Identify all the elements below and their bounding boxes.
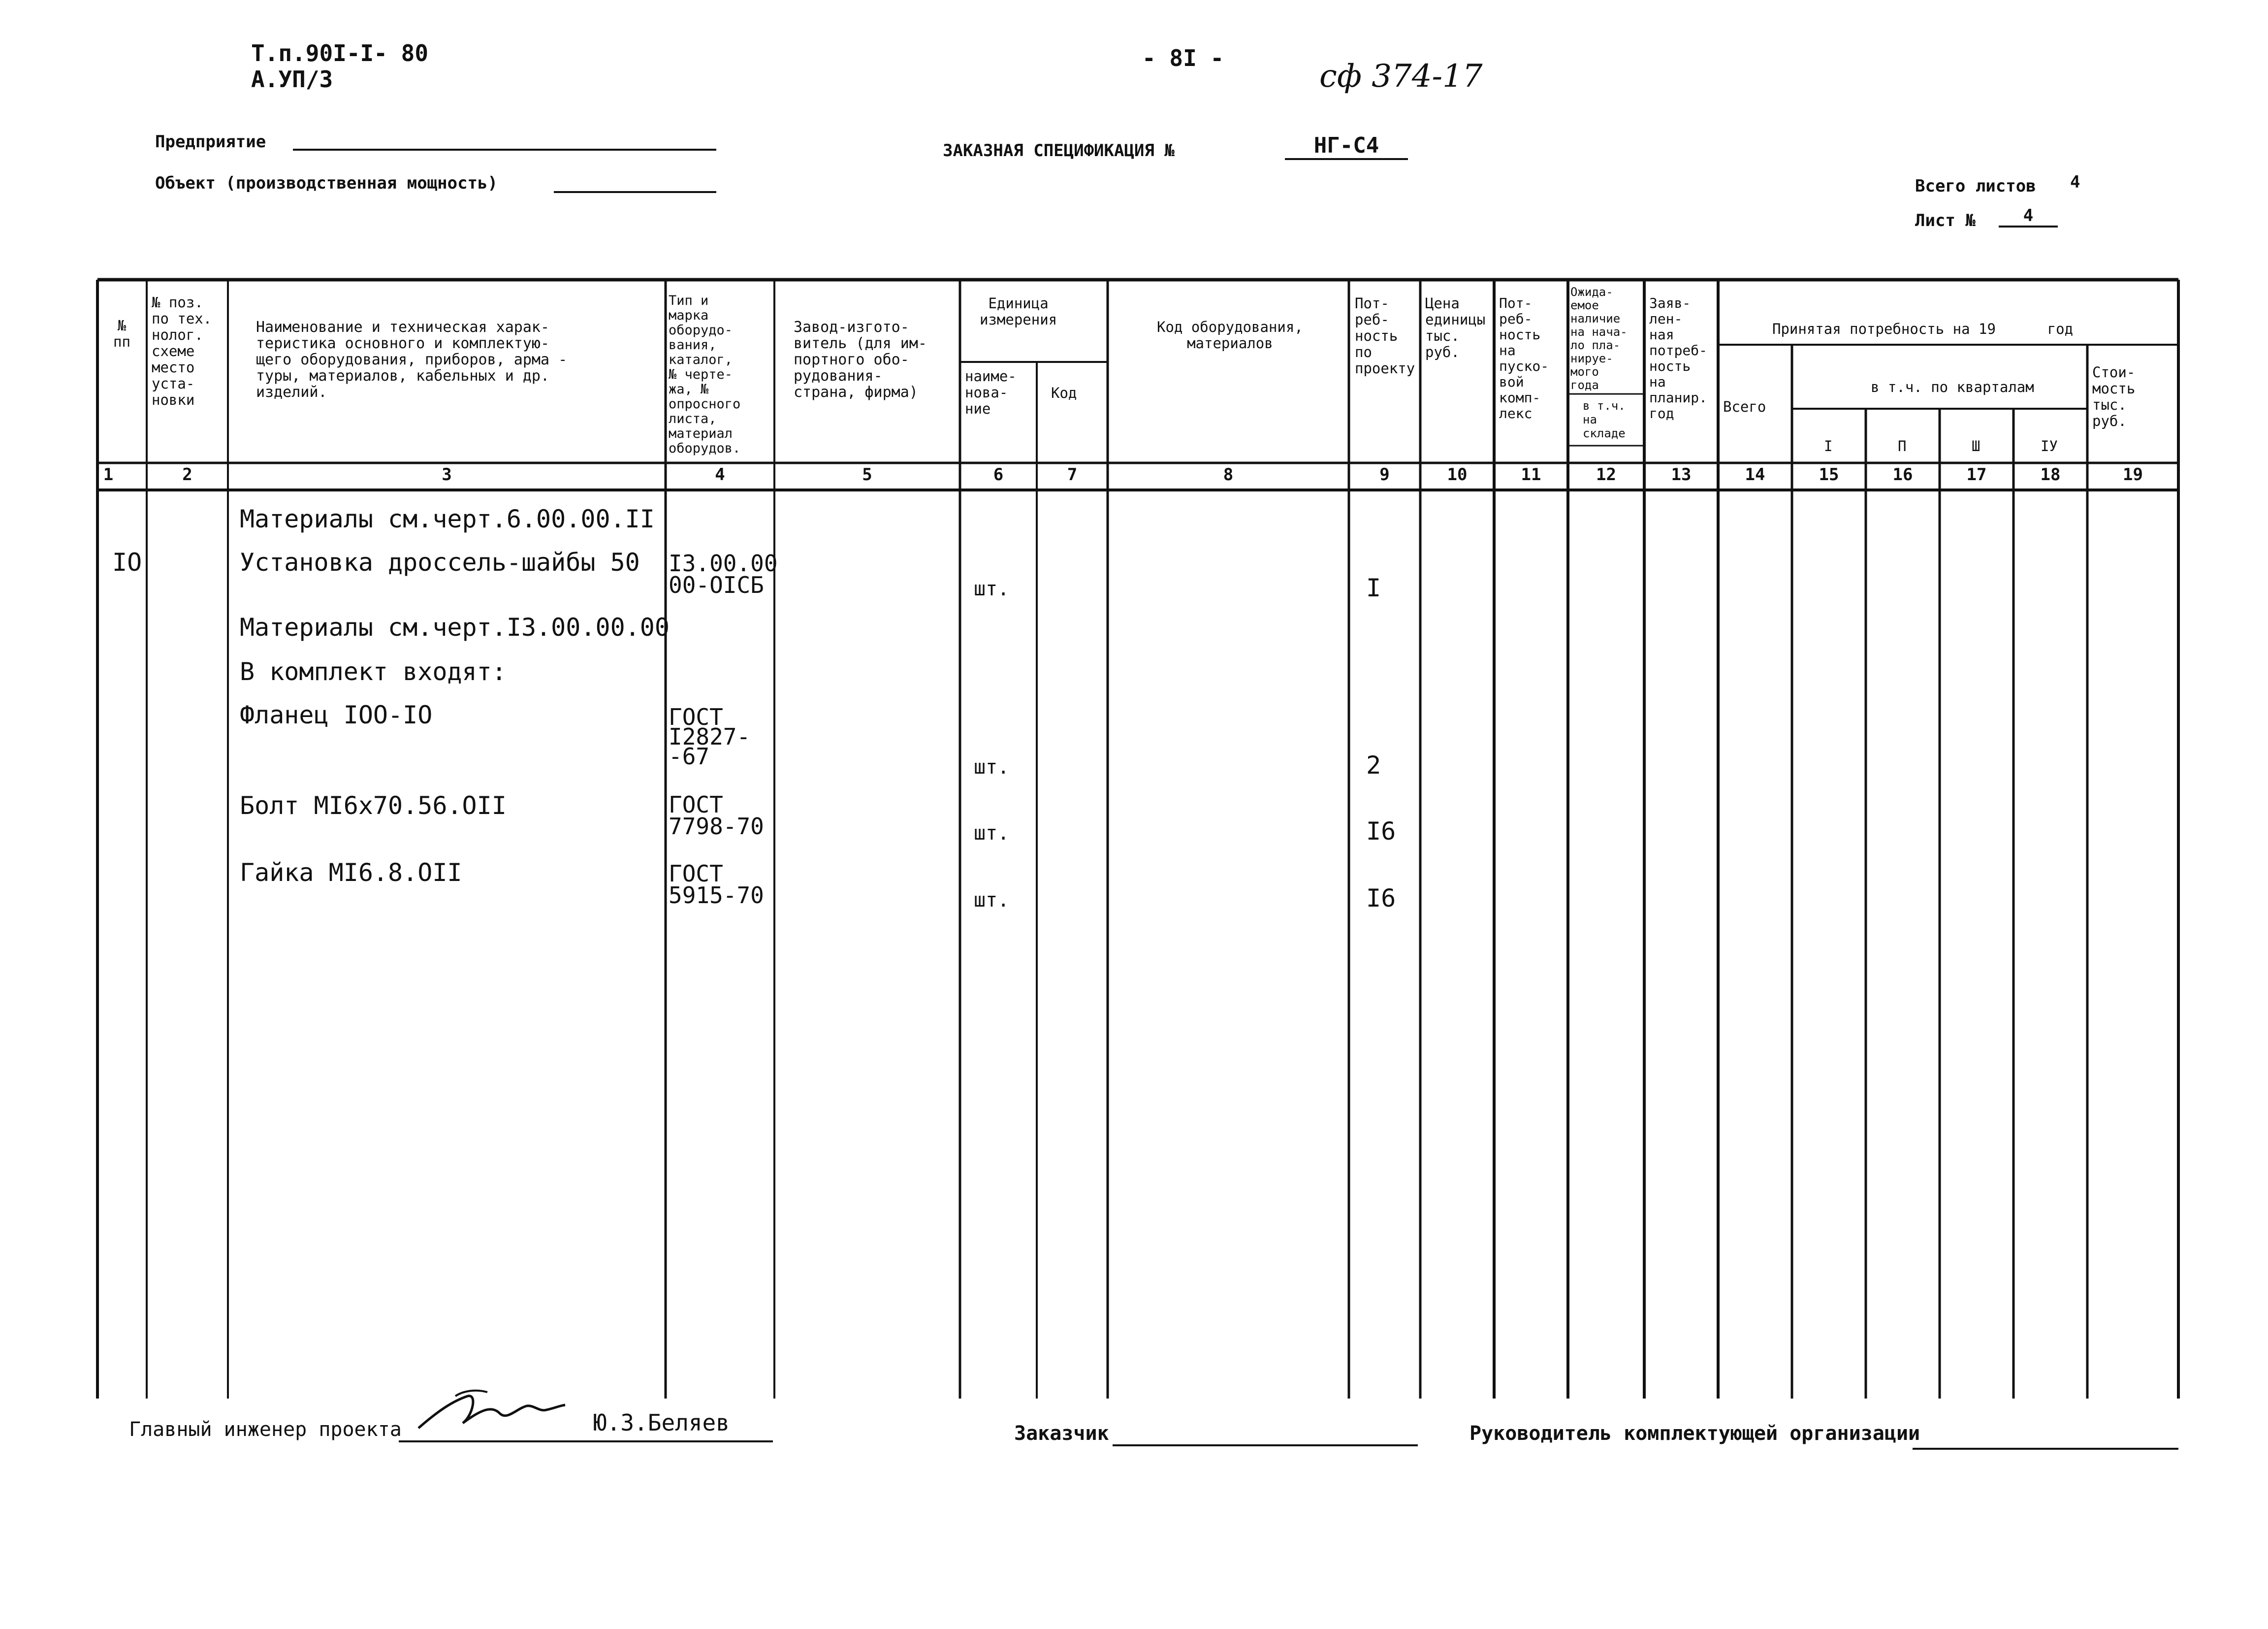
header-in-warehouse: в т.ч. на складе — [1583, 399, 1626, 440]
enterprise-label: Предприятие — [155, 132, 266, 152]
sheet-value: 4 — [1999, 206, 2058, 228]
column-number: 7 — [1067, 465, 1078, 485]
chief-engineer-label: Главный инженер проекта — [129, 1418, 402, 1441]
header-unit-of-measure: Единица измерения — [980, 295, 1057, 328]
column-number: 6 — [993, 465, 1004, 485]
column-number: 16 — [1892, 465, 1913, 485]
handwritten-signature — [409, 1381, 571, 1440]
column-number: 13 — [1671, 465, 1692, 485]
header-expected-stock: Ожида- емое наличие на нача- ло пла- нируе- мого года — [1570, 285, 1628, 392]
header-row-number: № пп — [113, 317, 130, 350]
row-equipment-type: ГОСТ 5915-70 — [669, 860, 764, 909]
column-number: 8 — [1223, 465, 1234, 485]
row-item-name: Болт МI6х70.56.OII — [240, 791, 507, 820]
row-item-name: В комплект входят: — [240, 657, 507, 686]
column-number: 18 — [2040, 465, 2061, 485]
handwritten-reference: сф 374-17 — [1319, 58, 1483, 95]
row-unit: шт. — [974, 756, 1010, 779]
document-code-line1: Т.п.90I-I- 80 — [251, 40, 429, 66]
row-equipment-type: I3.00.00 00-OIСБ — [669, 550, 778, 598]
header-quarter-1: I — [1824, 438, 1833, 455]
document-code-line2: А.УП/3 — [251, 65, 333, 93]
row-item-name: Фланец IOO-IO — [240, 701, 433, 729]
customer-label: Заказчик — [1014, 1422, 1109, 1445]
header-unit-price: Цена единицы тыс. руб. — [1425, 295, 1486, 360]
header-unit-name: наиме- нова- ние — [965, 368, 1017, 417]
column-number: 12 — [1596, 465, 1616, 485]
column-number: 14 — [1745, 465, 1765, 485]
column-number: 15 — [1819, 465, 1839, 485]
column-number: 10 — [1447, 465, 1468, 485]
customer-signature-line — [1113, 1425, 1418, 1446]
header-equipment-type: Тип и марка оборудо- вания, каталог, № черте- жа, № опросного листа, материал оборудов. — [669, 293, 741, 456]
object-label: Объект (производственная мощность) — [155, 173, 498, 193]
header-quarter-4: IУ — [2041, 438, 2058, 455]
column-number: 2 — [182, 465, 192, 485]
row-unit: шт. — [974, 578, 1010, 600]
row-equipment-type: ГОСТ 7798-70 — [669, 791, 764, 840]
header-cost: Стои- мость тыс. руб. — [2092, 364, 2136, 429]
header-startup-demand: Пот- реб- ность на пуско- вой комп- лекс — [1499, 295, 1549, 422]
chief-engineer-name: Ю.З.Беляев — [593, 1409, 730, 1436]
page-number: - 8I - — [1142, 45, 1224, 71]
header-quarter-2: П — [1898, 438, 1907, 455]
row-item-name: Гайка МI6.8.OII — [240, 858, 462, 887]
row-item-name: Материалы см.черт.I3.00.00.00 — [240, 613, 670, 642]
head-of-organization-label: Руководитель комплектующей организации — [1469, 1422, 1920, 1445]
row-project-demand: I — [1366, 574, 1381, 602]
spec-number: НГ-С4 — [1285, 133, 1408, 160]
header-manufacturer: Завод-изгото- витель (для им- портного обо- рудования- страна, фирма) — [794, 319, 927, 401]
header-position-number: № поз. по тех. нолог. схеме место уста- новки — [152, 294, 212, 408]
head-signature-line — [1913, 1428, 2178, 1450]
sheet-label: Лист № — [1915, 211, 1976, 230]
column-number: 11 — [1521, 465, 1541, 485]
header-item-name: Наименование и техническая харак- теристика основного и комплектую- щего оборудования, приборов, арма - туры, материалов, кабельных и др. изделий. — [256, 319, 568, 401]
column-number: 17 — [1966, 465, 1987, 485]
row-item-name: Установка дроссель-шайбы 50 — [240, 548, 640, 577]
column-number: 5 — [862, 465, 872, 485]
row-number: IO — [112, 548, 142, 577]
spec-title: ЗАКАЗНАЯ СПЕЦИФИКАЦИЯ № — [943, 141, 1175, 161]
column-number: 19 — [2123, 465, 2143, 485]
total-sheets-value: 4 — [2070, 172, 2080, 192]
header-unit-code: Код — [1051, 385, 1077, 401]
row-equipment-type: ГОСТ I2827- -67 — [669, 704, 751, 770]
header-total: Всего — [1723, 398, 1766, 415]
header-quarter-3: Ш — [1972, 438, 1981, 455]
column-number: 9 — [1379, 465, 1390, 485]
header-declared-demand: Заяв- лен- ная потреб- ность на планир. год — [1649, 295, 1708, 422]
row-project-demand: I6 — [1366, 884, 1396, 912]
column-number: 1 — [103, 465, 114, 485]
header-accepted-demand-group: Принятая потребность на 19 год — [1772, 321, 2074, 337]
column-number: 4 — [715, 465, 725, 485]
header-project-demand: Пот- реб- ность по проекту — [1355, 295, 1415, 377]
header-equipment-code: Код оборудования, материалов — [1157, 319, 1303, 352]
row-unit: шт. — [974, 889, 1010, 912]
row-item-name: Материалы см.черт.6.00.00.II — [240, 505, 655, 533]
total-sheets-label: Всего листов — [1915, 176, 2036, 196]
column-number: 3 — [442, 465, 452, 485]
row-unit: шт. — [974, 822, 1010, 845]
row-project-demand: 2 — [1366, 751, 1381, 780]
header-by-quarters: в т.ч. по кварталам — [1871, 379, 2034, 395]
row-project-demand: I6 — [1366, 817, 1396, 846]
